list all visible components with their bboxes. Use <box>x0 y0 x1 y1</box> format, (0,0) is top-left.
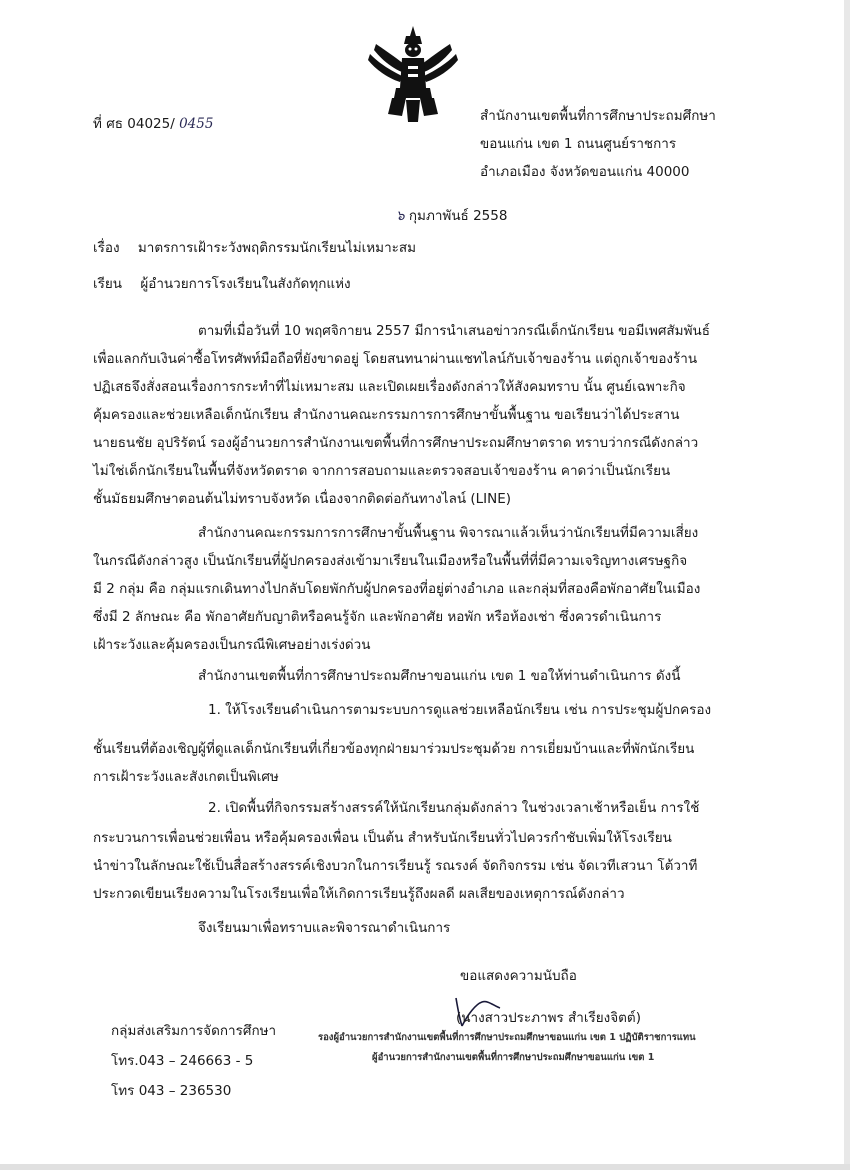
body-paragraph-1-line: นายธนชัย อุปริรัตน์ รองผู้อำนวยการสำนักงานเขตพื้นที่การศึกษาประถมศึกษาตราด ทราบว่ากรณีดังกล่าว <box>93 435 699 451</box>
body-paragraph-2-line: มี 2 กลุ่ม คือ กลุ่มแรกเดินทางไปกลับโดยพักกับผู้ปกครองที่อยู่ต่างอำเภอ และกลุ่มที่สองคือพักอาศัยในเมือง <box>93 581 701 597</box>
body-paragraph-1-line: ปฏิเสธจึงสั่งสอนเรื่องการกระทำที่ไม่เหมาะสม และเปิดเผยเรื่องดังกล่าวให้สังคมทราบ นั้น ศูนย์เฉพาะกิจ <box>93 379 686 395</box>
body-paragraph-1-line: ชั้นมัธยมศึกษาตอนต้นไม่ทราบจังหวัด เนื่องจากติดต่อกันทางไลน์ (LINE) <box>93 491 512 507</box>
department-name: กลุ่มส่งเสริมการจัดการศึกษา <box>111 1023 277 1039</box>
subject-text: มาตรการเฝ้าระวังพฤติกรรมนักเรียนไม่เหมาะสม <box>137 240 417 256</box>
action-item-2-line: ประกวดเขียนเรียงความในโรงเรียนเพื่อให้เกิดการเรียนรู้ถึงผลดี ผลเสียของเหตุการณ์ดังกล่าว <box>93 886 625 902</box>
signer-name: (นางสาวประภาพร สำเรียงจิตต์) <box>456 1010 641 1026</box>
action-item-1-line: การเฝ้าระวังและสังเกตเป็นพิเศษ <box>93 769 279 785</box>
action-item-2-line: 2. เปิดพื้นที่กิจกรรมสร้างสรรค์ให้นักเรียนกลุ่มดังกล่าว ในช่วงเวลาเช้าหรือเย็น การใช้ <box>208 800 700 816</box>
recipient-label: เรียน <box>93 276 123 292</box>
recipient-text: ผู้อำนวยการโรงเรียนในสังกัดทุกแห่ง <box>140 276 351 292</box>
scan-edge-right <box>844 0 850 1170</box>
reference-number-label: ที่ ศธ 04025/ <box>93 116 175 132</box>
reference-number-handwritten: 0455 <box>179 116 214 132</box>
action-item-1-line: ชั้นเรียนที่ต้องเชิญผู้ที่ดูแลเด็กนักเรียนที่เกี่ยวข้องทุกฝ่ายมาร่วมประชุมด้วย การเยี่ยมบ้านและที่พักนักเรียน <box>93 741 695 757</box>
body-paragraph-1-line: คุ้มครองและช่วยเหลือเด็กนักเรียน สำนักงานคณะกรรมการการศึกษาขั้นพื้นฐาน ขอเรียนว่าได้ประสาน <box>93 407 680 423</box>
body-paragraph-2-line: สำนักงานคณะกรรมการการศึกษาขั้นพื้นฐาน พิจารณาแล้วเห็นว่านักเรียนที่มีความเสี่ยง <box>198 525 699 541</box>
office-address-line2: ขอนแก่น เขต 1 ถนนศูนย์ราชการ <box>480 136 677 152</box>
office-address-line1: สำนักงานเขตพื้นที่การศึกษาประถมศึกษา <box>480 108 716 124</box>
scan-edge-bottom <box>0 1164 850 1170</box>
body-paragraph-1-line: ตามที่เมื่อวันที่ 10 พฤศจิกายน 2557 มีการนำเสนอข่าวกรณีเด็กนักเรียน ขอมีเพศสัมพันธ์ <box>198 323 710 339</box>
phone-number-2: โทร 043 – 236530 <box>111 1083 232 1099</box>
action-item-2-line: กระบวนการเพื่อนช่วยเพื่อน หรือคุ้มครองเพื่อน เป็นต้น สำหรับนักเรียนทั่วไปควรกำชับเพิ่มให้โรงเรียน <box>93 830 672 846</box>
date-day-handwritten: ๖ <box>396 208 405 224</box>
closing-sentence: จึงเรียนมาเพื่อทราบและพิจารณาดำเนินการ <box>198 920 451 936</box>
office-address-line3: อำเภอเมือง จังหวัดขอนแก่น 40000 <box>480 164 690 180</box>
body-paragraph-1-line: ไม่ใช่เด็กนักเรียนในพื้นที่จังหวัดตราด จากการสอบถามและตรวจสอบเจ้าของร้าน คาดว่าเป็นนักเรียน <box>93 463 671 479</box>
action-item-1-line: 1. ให้โรงเรียนดำเนินการตามระบบการดูแลช่วยเหลือนักเรียน เช่น การประชุมผู้ปกครอง <box>208 702 712 718</box>
body-paragraph-2-line: ในกรณีดังกล่าวสูง เป็นนักเรียนที่ผู้ปกครองส่งเข้ามาเรียนในเมืองหรือในพื้นที่ที่มีความเจริญทางเศรษฐกิจ <box>93 553 688 569</box>
body-paragraph-3: สำนักงานเขตพื้นที่การศึกษาประถมศึกษาขอนแก่น เขต 1 ขอให้ท่านดำเนินการ ดังนี้ <box>198 668 681 684</box>
phone-number-1: โทร.043 – 246663 - 5 <box>111 1053 254 1069</box>
body-paragraph-1-line: เพื่อแลกกับเงินค่าซื้อโทรศัพท์มือถือที่ยังขาดอยู่ โดยสนทนาผ่านแชทไลน์กับเจ้าของร้าน แต่ถูกเจ้าของร้าน <box>93 351 698 367</box>
signer-title-line2: ผู้อำนวยการสำนักงานเขตพื้นที่การศึกษาประถมศึกษาขอนแก่น เขต 1 <box>372 1052 655 1063</box>
body-paragraph-2-line: เฝ้าระวังและคุ้มครองเป็นกรณีพิเศษอย่างเร่งด่วน <box>93 637 371 653</box>
subject-label: เรื่อง <box>93 240 120 256</box>
body-paragraph-2-line: ซึ่งมี 2 ลักษณะ คือ พักอาศัยกับญาติหรือคนรู้จัก และพักอาศัย หอพัก หรือห้องเช่า ซึ่งควรดำเนินการ <box>93 609 662 625</box>
date-month-year: กุมภาพันธ์ 2558 <box>408 208 508 224</box>
garuda-emblem <box>366 24 460 124</box>
signer-title-line1: รองผู้อำนวยการสำนักงานเขตพื้นที่การศึกษาประถมศึกษาขอนแก่น เขต 1 ปฏิบัติราชการแทน <box>318 1032 696 1043</box>
action-item-2-line: นำข่าวในลักษณะใช้เป็นสื่อสร้างสรรค์เชิงบวกในการเรียนรู้ รณรงค์ จัดกิจกรรม เช่น จัดเวทีเสวนา โต้วาที <box>93 858 698 874</box>
salutation: ขอแสดงความนับถือ <box>460 968 577 984</box>
